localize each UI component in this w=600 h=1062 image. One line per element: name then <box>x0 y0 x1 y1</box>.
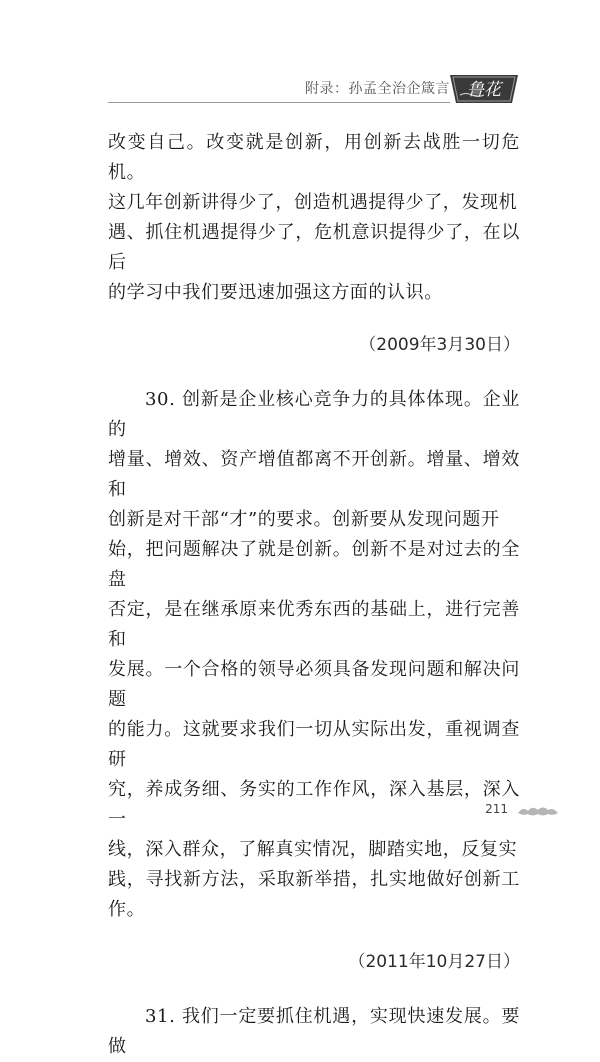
text-line: 30. 创新是企业核心竞争力的具体体现。企业的 <box>108 389 520 440</box>
text-line: 的能力。这就要求我们一切从实际出发，重视调查研 <box>108 719 520 770</box>
text-line: 线，深入群众，了解真实情况，脚踏实地，反复实 <box>108 839 518 860</box>
paragraph-1 <box>108 128 520 308</box>
date-2011-10-27: （2011年10月27日） <box>348 952 520 972</box>
text-line: 否定，是在继承原来优秀东西的基础上，进行完善和 <box>108 599 520 650</box>
running-header <box>108 70 520 106</box>
header-divider <box>108 102 450 103</box>
text-line: 究，养成务细、务实的工作作风，深入基层，深入一 <box>108 779 520 830</box>
text-line: 31. 我们一定要抓住机遇，实现快速发展。要做 <box>108 1006 520 1057</box>
text-line: 改变自己。改变就是创新，用创新去战胜一切危机。 <box>108 132 520 183</box>
paragraph-31 <box>108 1002 520 1062</box>
text-line: 这几年创新讲得少了，创造机遇提得少了，发现机 <box>108 192 518 213</box>
date-2009-03-30: （2009年3月30日） <box>359 335 520 355</box>
cloud-ornament-icon <box>516 802 560 818</box>
page-footer <box>0 798 600 828</box>
brand-logo-icon <box>448 70 520 106</box>
text-line: 的学习中我们要迅速加强这方面的认识。 <box>108 282 443 303</box>
text-line: 发展。一个合格的领导必须具备发现问题和解决问题 <box>108 659 520 710</box>
paragraph-30 <box>108 385 520 925</box>
page-number: 211 <box>485 802 508 816</box>
text-line: 创新是对干部“才”的要求。创新要从发现问题开 <box>108 509 500 530</box>
text-line: 增量、增效、资产增值都离不开创新。增量、增效和 <box>108 449 520 500</box>
text-line: 始，把问题解决了就是创新。创新不是对过去的全盘 <box>108 539 520 590</box>
text-line: 遇、抓住机遇提得少了，危机意识提得少了，在以后 <box>108 222 520 273</box>
body-text <box>108 128 520 1062</box>
section-title: 附录：孙孟全治企箴言 <box>305 81 450 97</box>
text-line: 践，寻找新方法，采取新举措，扎实地做好创新工作。 <box>108 869 520 920</box>
brand-logo-text: 鲁花 <box>467 80 501 100</box>
